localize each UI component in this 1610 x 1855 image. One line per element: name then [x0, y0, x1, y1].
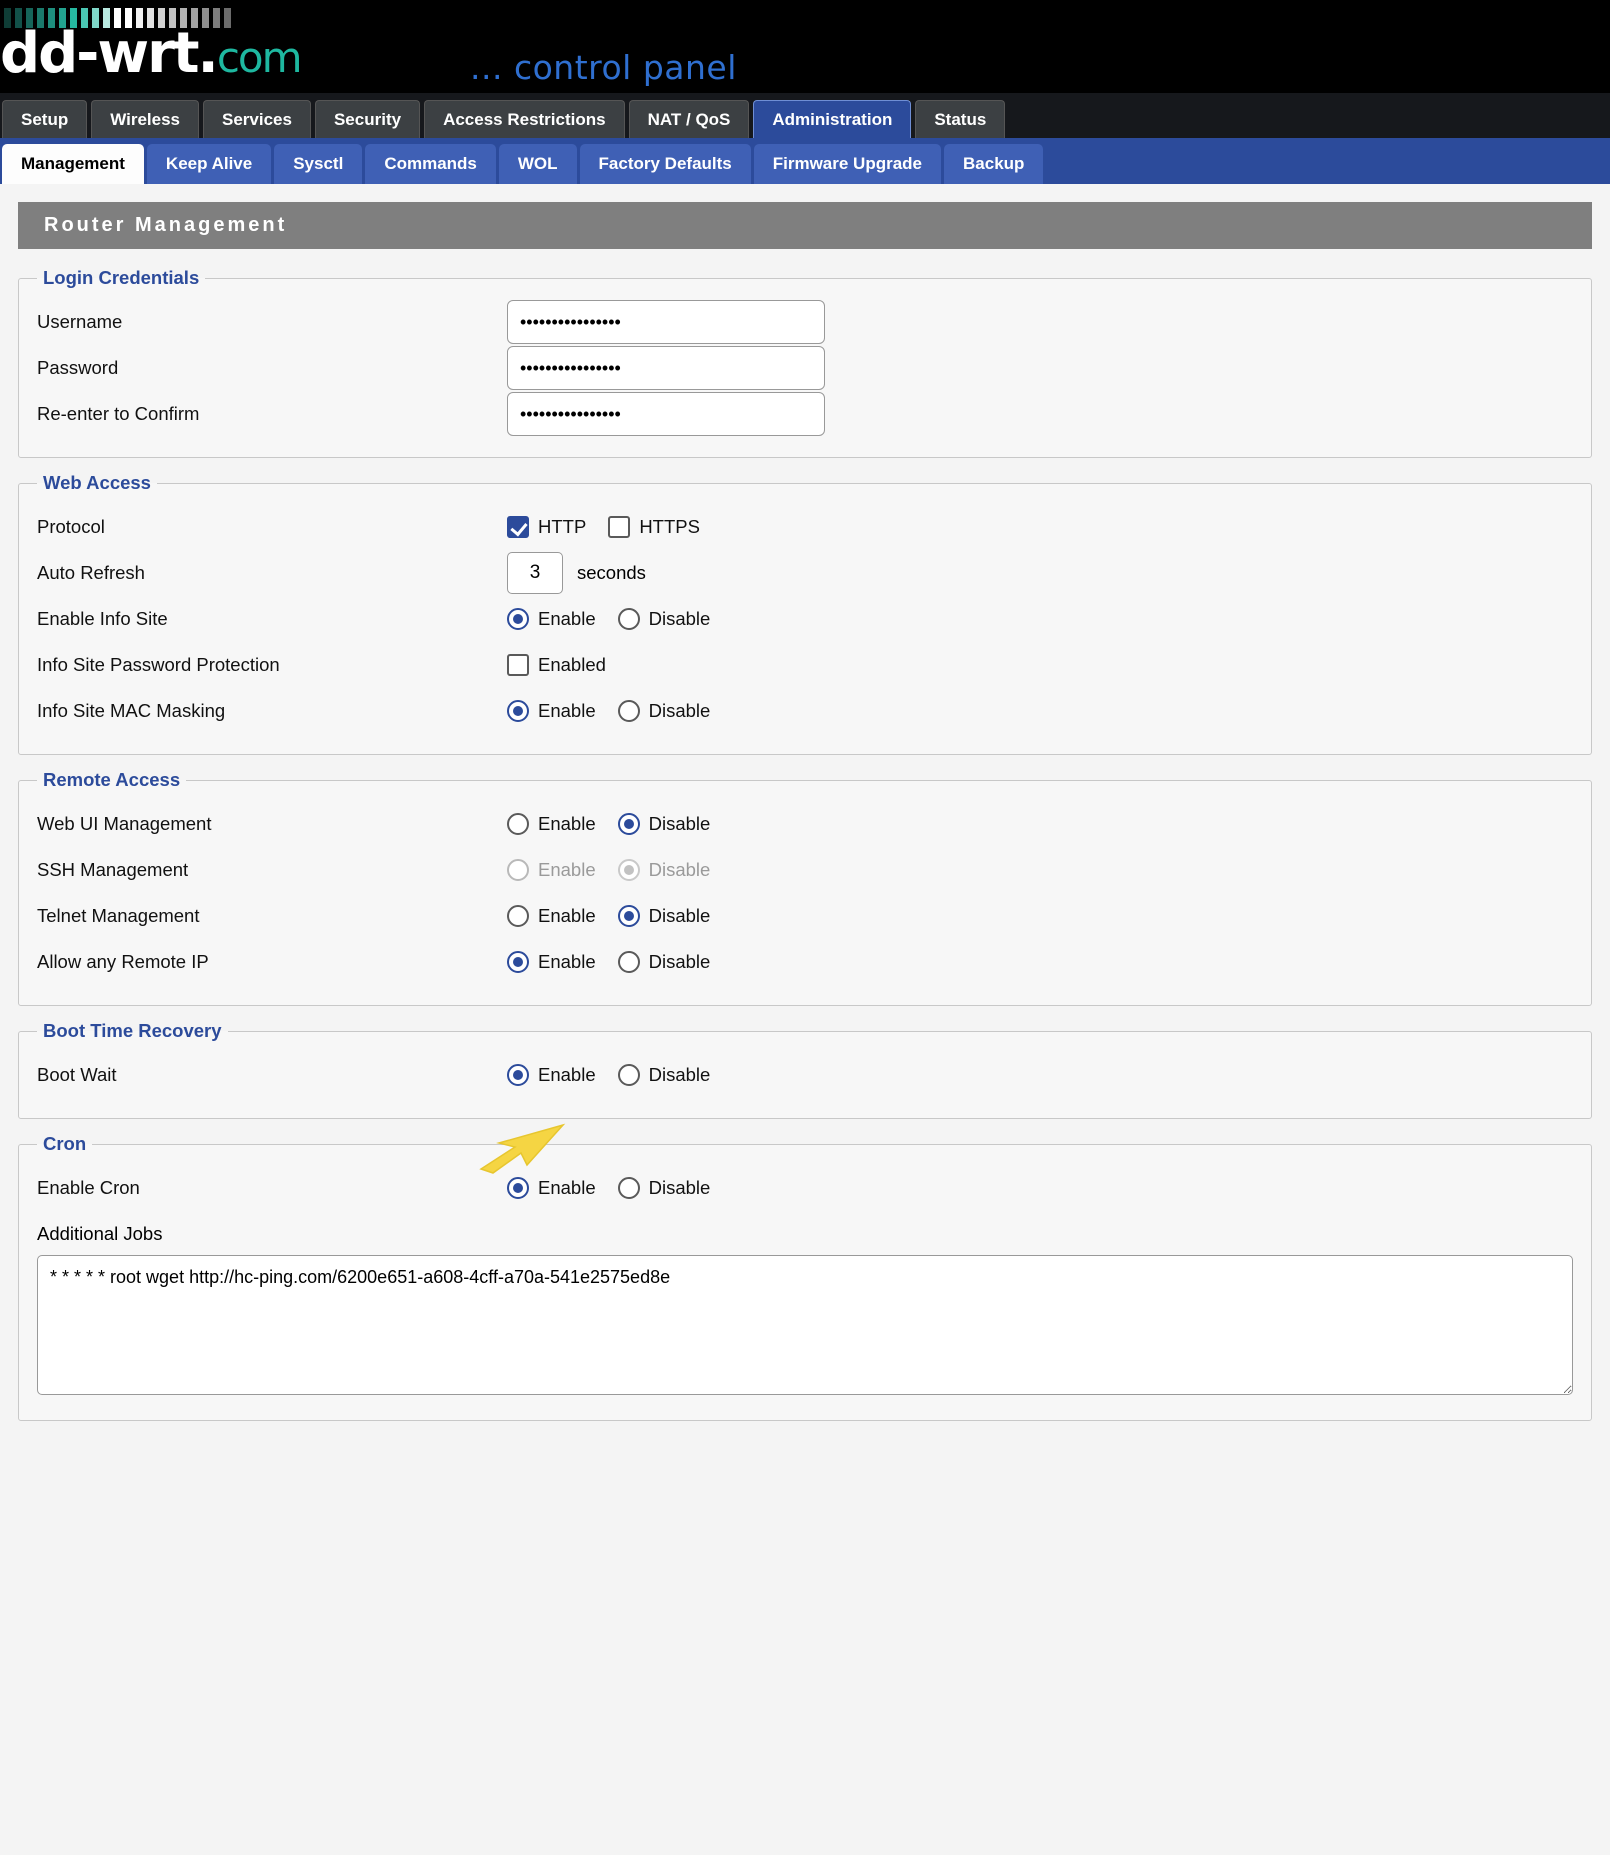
label-enable-cron: Enable Cron	[37, 1177, 140, 1198]
mac-masking-disable-radio[interactable]	[618, 700, 640, 722]
page-title: Router Management	[18, 202, 1592, 249]
label-reenter-confirm: Re-enter to Confirm	[37, 403, 200, 424]
protocol-https-label: HTTPS	[639, 516, 700, 537]
label-additional-jobs: Additional Jobs	[37, 1223, 163, 1244]
confirm-password-input[interactable]	[507, 392, 825, 436]
telnet-disable-label: Disable	[648, 905, 711, 926]
page-content	[0, 184, 1610, 1421]
row-info-site-mac-masking	[37, 688, 1573, 734]
header-tagline: ... control panel	[470, 48, 737, 87]
row-ssh-management	[37, 847, 1573, 893]
nav-tab-security[interactable]: Security	[315, 100, 420, 138]
label-enable-info-site: Enable Info Site	[37, 608, 168, 629]
section-legend-boot-time-recovery: Boot Time Recovery	[43, 1020, 222, 1041]
boot-wait-disable-radio[interactable]	[618, 1064, 640, 1086]
cron-enable-radio[interactable]	[507, 1177, 529, 1199]
section-boot-time-recovery	[18, 1020, 1592, 1119]
info-site-disable-label: Disable	[648, 608, 711, 629]
remote-ip-enable-label: Enable	[538, 951, 596, 972]
site-header	[0, 0, 1610, 93]
section-legend-remote-access: Remote Access	[43, 769, 181, 790]
main-navigation	[0, 93, 1610, 138]
info-site-disable-radio[interactable]	[618, 608, 640, 630]
webui-enable-radio[interactable]	[507, 813, 529, 835]
row-web-ui-management	[37, 801, 1573, 847]
subnav-tab-wol[interactable]: WOL	[499, 144, 577, 184]
remote-ip-enable-radio[interactable]	[507, 951, 529, 973]
label-web-ui-management: Web UI Management	[37, 813, 212, 834]
info-site-enable-label: Enable	[538, 608, 596, 629]
section-legend-cron: Cron	[43, 1133, 87, 1154]
webui-disable-label: Disable	[648, 813, 711, 834]
row-password	[37, 345, 1573, 391]
row-info-site-password-protection	[37, 642, 1573, 688]
mac-masking-disable-label: Disable	[648, 700, 711, 721]
logo-com: com	[216, 33, 301, 82]
label-auto-refresh: Auto Refresh	[37, 562, 145, 583]
cron-disable-label: Disable	[648, 1177, 711, 1198]
ssh-enable-radio	[507, 859, 529, 881]
ssh-disable-label: Disable	[648, 859, 711, 880]
subnav-tab-commands[interactable]: Commands	[365, 144, 496, 184]
row-protocol	[37, 504, 1573, 550]
nav-tab-services[interactable]: Services	[203, 100, 311, 138]
row-auto-refresh	[37, 550, 1573, 596]
label-ssh-management: SSH Management	[37, 859, 189, 880]
subnav-tab-keep-alive[interactable]: Keep Alive	[147, 144, 271, 184]
sub-navigation	[0, 138, 1610, 184]
row-confirm-password	[37, 391, 1573, 437]
info-site-enable-radio[interactable]	[507, 608, 529, 630]
boot-wait-enable-label: Enable	[538, 1064, 596, 1085]
label-allow-any-remote-ip: Allow any Remote IP	[37, 951, 209, 972]
username-input[interactable]	[507, 300, 825, 344]
row-username	[37, 299, 1573, 345]
dd-wrt-logo	[0, 21, 301, 86]
section-remote-access	[18, 769, 1592, 1006]
mac-masking-enable-label: Enable	[538, 700, 596, 721]
telnet-disable-radio[interactable]	[618, 905, 640, 927]
mac-masking-enable-radio[interactable]	[507, 700, 529, 722]
protocol-http-label: HTTP	[538, 516, 587, 537]
section-legend-web-access: Web Access	[43, 472, 151, 493]
row-enable-cron	[37, 1165, 1573, 1211]
label-protocol: Protocol	[37, 516, 105, 537]
nav-tab-administration[interactable]: Administration	[753, 100, 911, 138]
password-input[interactable]	[507, 346, 825, 390]
section-legend-login-credentials: Login Credentials	[43, 267, 200, 288]
subnav-tab-firmware-upgrade[interactable]: Firmware Upgrade	[754, 144, 941, 184]
nav-tab-status[interactable]: Status	[915, 100, 1005, 138]
section-cron	[18, 1133, 1592, 1421]
logo-text: dd-wrt	[0, 21, 198, 86]
ssh-enable-label: Enable	[538, 859, 596, 880]
label-username: Username	[37, 311, 123, 332]
nav-tab-wireless[interactable]: Wireless	[91, 100, 199, 138]
section-login-credentials	[18, 267, 1592, 458]
row-allow-any-remote-ip	[37, 939, 1573, 985]
webui-disable-radio[interactable]	[618, 813, 640, 835]
cron-disable-radio[interactable]	[618, 1177, 640, 1199]
label-info-site-password-protection: Info Site Password Protection	[37, 654, 280, 675]
nav-tab-access-restrictions[interactable]: Access Restrictions	[424, 100, 625, 138]
label-boot-wait: Boot Wait	[37, 1064, 117, 1085]
info-site-password-protection-checkbox[interactable]	[507, 654, 529, 676]
protocol-https-checkbox[interactable]	[608, 516, 630, 538]
ssh-disable-radio	[618, 859, 640, 881]
label-info-site-mac-masking: Info Site MAC Masking	[37, 700, 226, 721]
nav-tab-setup[interactable]: Setup	[2, 100, 87, 138]
protocol-http-checkbox[interactable]	[507, 516, 529, 538]
remote-ip-disable-radio[interactable]	[618, 951, 640, 973]
label-password: Password	[37, 357, 119, 378]
auto-refresh-unit: seconds	[577, 562, 646, 583]
telnet-enable-label: Enable	[538, 905, 596, 926]
row-boot-wait	[37, 1052, 1573, 1098]
auto-refresh-input[interactable]	[507, 552, 563, 594]
boot-wait-disable-label: Disable	[648, 1064, 711, 1085]
telnet-enable-radio[interactable]	[507, 905, 529, 927]
info-site-password-protection-label: Enabled	[538, 654, 606, 675]
nav-tab-nat-qos[interactable]: NAT / QoS	[629, 100, 750, 138]
subnav-tab-management[interactable]: Management	[2, 144, 144, 184]
row-enable-info-site	[37, 596, 1573, 642]
label-telnet-management: Telnet Management	[37, 905, 200, 926]
webui-enable-label: Enable	[538, 813, 596, 834]
boot-wait-enable-radio[interactable]	[507, 1064, 529, 1086]
section-web-access	[18, 472, 1592, 755]
cron-enable-label: Enable	[538, 1177, 596, 1198]
additional-jobs-textarea[interactable]	[37, 1255, 1573, 1395]
row-telnet-management	[37, 893, 1573, 939]
logo-dot: .	[197, 21, 217, 86]
remote-ip-disable-label: Disable	[648, 951, 711, 972]
subnav-tab-sysctl[interactable]: Sysctl	[274, 144, 362, 184]
subnav-tab-factory-defaults[interactable]: Factory Defaults	[580, 144, 751, 184]
subnav-tab-backup[interactable]: Backup	[944, 144, 1043, 184]
